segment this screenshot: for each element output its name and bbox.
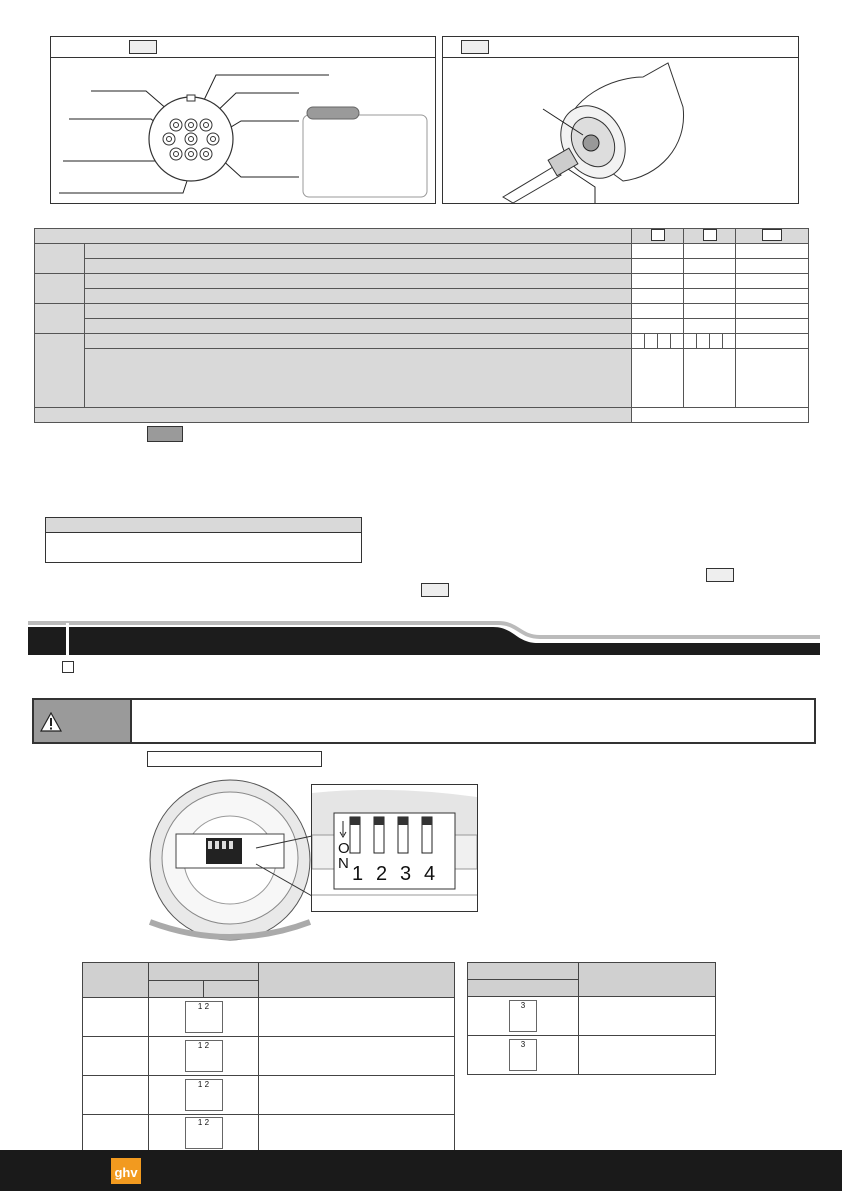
table-row: [83, 1037, 455, 1076]
switch-cell: [149, 1115, 259, 1152]
connection-panel-header: [443, 37, 798, 58]
switch-cell: [149, 1037, 259, 1076]
switch-cell: [468, 997, 579, 1036]
table-row: [35, 408, 809, 423]
table-row: [83, 998, 455, 1037]
pinout-panel: [50, 36, 436, 204]
dip-switch-zoom: [311, 784, 478, 912]
switch-cell: [149, 998, 259, 1037]
table-header-row: [35, 229, 809, 244]
table-row: [83, 1076, 455, 1115]
warning-box: [32, 698, 816, 744]
mini-switch-icon: 1 2: [185, 1117, 223, 1149]
switch-cell: [149, 1076, 259, 1115]
ref-tag-2: [421, 583, 449, 597]
table-header-row: [468, 963, 716, 980]
dip-setting-table-left: [82, 962, 455, 1152]
table-row: [35, 349, 809, 408]
table-row: [35, 334, 809, 349]
table-row: [35, 259, 809, 274]
warning-triangle-icon: [40, 712, 62, 732]
table-header-row: [83, 963, 455, 981]
figure-caption-box: [147, 751, 322, 767]
mini-switch-icon: 1 2: [185, 1040, 223, 1072]
table-row: [35, 244, 809, 259]
connector-pinout-diagram: [51, 57, 437, 203]
connection-panel: [442, 36, 799, 204]
dip-switch-zoom-art: [312, 785, 477, 911]
specification-table: [34, 228, 809, 423]
switch-cell: [468, 1036, 579, 1075]
pinout-panel-header: [51, 37, 435, 58]
dip-number-1: 1: [352, 863, 364, 885]
dip-on-label: ON: [338, 840, 350, 872]
table-row: [35, 319, 809, 334]
ref-tag-1: [706, 568, 734, 582]
brand-logo: ghv: [111, 1158, 141, 1184]
warning-label-cell: [34, 700, 132, 742]
connection-panel-tag: [461, 40, 489, 54]
table-row: [468, 997, 716, 1036]
model-tag-3: [762, 229, 782, 241]
section-heading-bar: [28, 615, 820, 655]
model-tag-1: [651, 229, 665, 241]
mini-switch-icon: 3: [509, 1039, 537, 1071]
table-row: [35, 274, 809, 289]
note-tag: [147, 426, 183, 442]
table-row: [35, 304, 809, 319]
cable-connection-illustration: [443, 57, 800, 203]
page-footer: [0, 1150, 842, 1191]
info-box-header: [46, 518, 361, 533]
pinout-panel-tag: [129, 40, 157, 54]
dip-number-3: 3: [400, 863, 412, 885]
step-checkbox: [62, 661, 74, 673]
info-box: [45, 517, 362, 563]
table-row: [468, 1036, 716, 1075]
dip-number-2: 2: [376, 863, 388, 885]
mini-switch-icon: 3: [509, 1000, 537, 1032]
table-row: [83, 1115, 455, 1152]
table-row: [35, 289, 809, 304]
mini-switch-icon: 1 2: [185, 1001, 223, 1033]
dip-number-4: 4: [424, 863, 436, 885]
model-tag-2: [703, 229, 717, 241]
mini-switch-icon: 1 2: [185, 1079, 223, 1111]
dip-setting-table-right: [467, 962, 716, 1075]
